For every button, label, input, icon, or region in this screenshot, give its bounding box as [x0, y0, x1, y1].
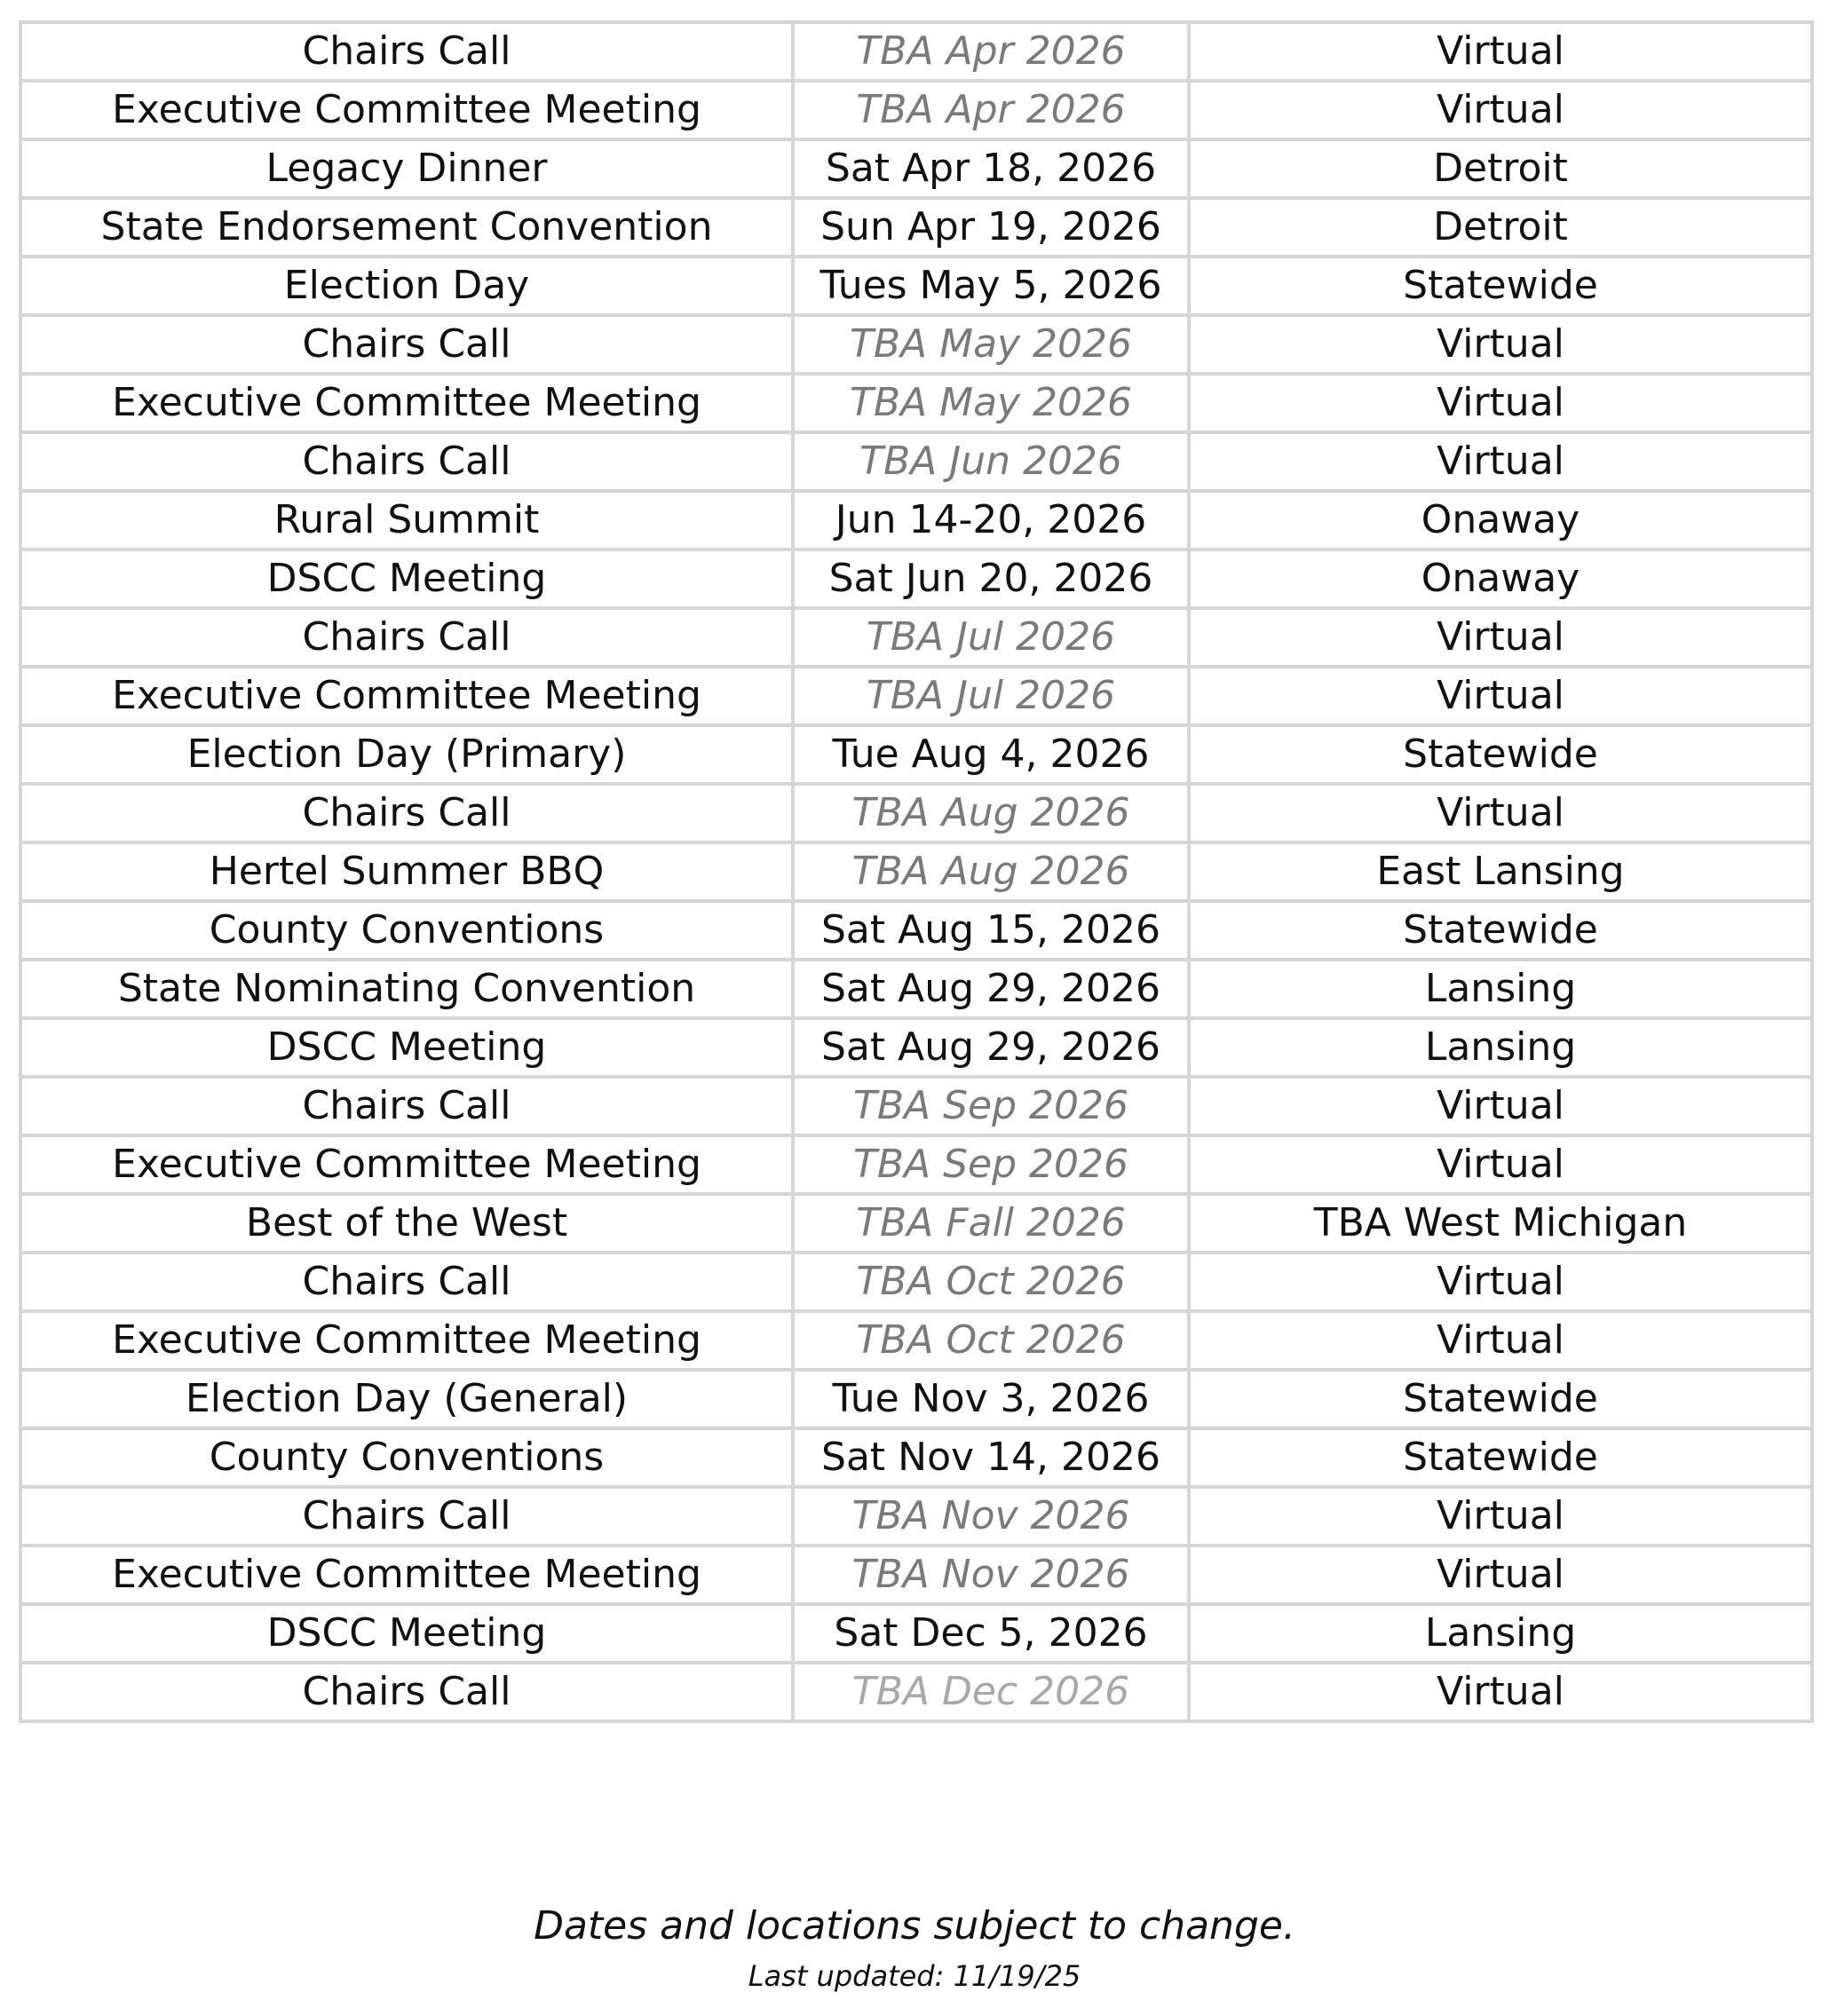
event-date-cell: Sat Apr 18, 2026: [793, 139, 1189, 198]
event-name-cell: Chairs Call: [20, 1077, 793, 1135]
event-location-cell: Virtual: [1189, 1077, 1812, 1135]
event-name-cell: Legacy Dinner: [20, 139, 793, 198]
event-location-cell: Statewide: [1189, 1428, 1812, 1487]
event-date-cell: Sat Dec 5, 2026: [793, 1604, 1189, 1663]
event-location-cell: Onaway: [1189, 491, 1812, 549]
event-location-cell: Virtual: [1189, 315, 1812, 374]
table-row: [20, 667, 1812, 725]
event-date-cell: Sat Aug 29, 2026: [793, 960, 1189, 1018]
table-row: [20, 1370, 1812, 1428]
event-name-cell: State Nominating Convention: [20, 960, 793, 1018]
event-date-cell: Sat Aug 29, 2026: [793, 1018, 1189, 1077]
table-row: [20, 139, 1812, 198]
event-date-cell: TBA Fall 2026: [793, 1194, 1189, 1253]
table-row: [20, 608, 1812, 667]
event-location-cell: Virtual: [1189, 81, 1812, 139]
event-date-cell: TBA Nov 2026: [793, 1487, 1189, 1546]
event-location-cell: Virtual: [1189, 374, 1812, 432]
event-name-cell: Executive Committee Meeting: [20, 1135, 793, 1194]
event-date-cell: TBA Oct 2026: [793, 1311, 1189, 1370]
event-date-cell: TBA Aug 2026: [793, 784, 1189, 842]
event-location-cell: Virtual: [1189, 1663, 1812, 1721]
event-name-cell: Chairs Call: [20, 1253, 793, 1311]
event-date-cell: TBA Apr 2026: [793, 81, 1189, 139]
event-location-cell: TBA West Michigan: [1189, 1194, 1812, 1253]
table-row: [20, 374, 1812, 432]
schedule-table: [19, 20, 1814, 1723]
table-row: [20, 1487, 1812, 1546]
table-row: [20, 1604, 1812, 1663]
event-date-cell: TBA Jul 2026: [793, 608, 1189, 667]
event-date-cell: TBA May 2026: [793, 315, 1189, 374]
event-name-cell: Hertel Summer BBQ: [20, 842, 793, 901]
event-date-cell: TBA Apr 2026: [793, 22, 1189, 81]
event-location-cell: Virtual: [1189, 1487, 1812, 1546]
schedule-table-body: [20, 22, 1812, 1721]
event-location-cell: Virtual: [1189, 1311, 1812, 1370]
event-location-cell: Virtual: [1189, 1253, 1812, 1311]
event-location-cell: Virtual: [1189, 608, 1812, 667]
event-name-cell: Election Day (General): [20, 1370, 793, 1428]
event-name-cell: Chairs Call: [20, 608, 793, 667]
last-updated-note: Last updated: 11/19/25: [748, 1959, 1081, 1993]
event-name-cell: DSCC Meeting: [20, 549, 793, 608]
event-name-cell: Chairs Call: [20, 22, 793, 81]
table-row: [20, 1018, 1812, 1077]
event-name-cell: Best of the West: [20, 1194, 793, 1253]
event-date-cell: Jun 14-20, 2026: [793, 491, 1189, 549]
table-row: [20, 22, 1812, 81]
table-row: [20, 81, 1812, 139]
event-date-cell: TBA Oct 2026: [793, 1253, 1189, 1311]
event-name-cell: State Endorsement Convention: [20, 198, 793, 257]
event-date-cell: Sat Jun 20, 2026: [793, 549, 1189, 608]
event-name-cell: County Conventions: [20, 901, 793, 960]
table-row: [20, 1253, 1812, 1311]
table-row: [20, 1428, 1812, 1487]
event-location-cell: Statewide: [1189, 257, 1812, 315]
event-date-cell: Sun Apr 19, 2026: [793, 198, 1189, 257]
event-name-cell: Executive Committee Meeting: [20, 1546, 793, 1604]
event-location-cell: Virtual: [1189, 667, 1812, 725]
event-date-cell: TBA Jun 2026: [793, 432, 1189, 491]
event-name-cell: Chairs Call: [20, 784, 793, 842]
event-date-cell: Sat Nov 14, 2026: [793, 1428, 1189, 1487]
table-row: [20, 1663, 1812, 1721]
table-row: [20, 784, 1812, 842]
event-location-cell: Virtual: [1189, 1135, 1812, 1194]
event-name-cell: DSCC Meeting: [20, 1018, 793, 1077]
table-row: [20, 1135, 1812, 1194]
event-location-cell: Virtual: [1189, 432, 1812, 491]
event-location-cell: Virtual: [1189, 1546, 1812, 1604]
event-location-cell: Detroit: [1189, 198, 1812, 257]
event-date-cell: TBA Jul 2026: [793, 667, 1189, 725]
table-row: [20, 549, 1812, 608]
event-date-cell: Tues May 5, 2026: [793, 257, 1189, 315]
event-location-cell: Onaway: [1189, 549, 1812, 608]
event-date-cell: Sat Aug 15, 2026: [793, 901, 1189, 960]
table-row: [20, 315, 1812, 374]
event-date-cell: Tue Aug 4, 2026: [793, 725, 1189, 784]
event-name-cell: Executive Committee Meeting: [20, 667, 793, 725]
event-location-cell: Virtual: [1189, 22, 1812, 81]
event-name-cell: County Conventions: [20, 1428, 793, 1487]
table-row: [20, 257, 1812, 315]
event-date-cell: TBA Sep 2026: [793, 1077, 1189, 1135]
table-row: [20, 842, 1812, 901]
event-location-cell: Lansing: [1189, 960, 1812, 1018]
event-date-cell: TBA Nov 2026: [793, 1546, 1189, 1604]
event-name-cell: Chairs Call: [20, 432, 793, 491]
table-row: [20, 1311, 1812, 1370]
table-row: [20, 1194, 1812, 1253]
table-row: [20, 1546, 1812, 1604]
event-location-cell: Statewide: [1189, 901, 1812, 960]
event-name-cell: Executive Committee Meeting: [20, 81, 793, 139]
event-name-cell: Election Day: [20, 257, 793, 315]
event-name-cell: Rural Summit: [20, 491, 793, 549]
table-row: [20, 960, 1812, 1018]
table-row: [20, 725, 1812, 784]
event-location-cell: Statewide: [1189, 725, 1812, 784]
event-location-cell: Detroit: [1189, 139, 1812, 198]
table-row: [20, 432, 1812, 491]
event-date-cell: TBA Aug 2026: [793, 842, 1189, 901]
event-date-cell: TBA Sep 2026: [793, 1135, 1189, 1194]
event-location-cell: Statewide: [1189, 1370, 1812, 1428]
event-name-cell: Chairs Call: [20, 315, 793, 374]
table-row: [20, 491, 1812, 549]
event-name-cell: DSCC Meeting: [20, 1604, 793, 1663]
table-row: [20, 198, 1812, 257]
event-location-cell: Virtual: [1189, 784, 1812, 842]
event-name-cell: Chairs Call: [20, 1487, 793, 1546]
table-row: [20, 1077, 1812, 1135]
event-name-cell: Executive Committee Meeting: [20, 1311, 793, 1370]
disclaimer-note: Dates and locations subject to change.: [534, 1903, 1295, 1949]
event-location-cell: East Lansing: [1189, 842, 1812, 901]
event-location-cell: Lansing: [1189, 1018, 1812, 1077]
table-row: [20, 901, 1812, 960]
event-date-cell: TBA May 2026: [793, 374, 1189, 432]
event-date-cell: TBA Dec 2026: [793, 1663, 1189, 1721]
event-name-cell: Election Day (Primary): [20, 725, 793, 784]
event-date-cell: Tue Nov 3, 2026: [793, 1370, 1189, 1428]
event-name-cell: Executive Committee Meeting: [20, 374, 793, 432]
event-location-cell: Lansing: [1189, 1604, 1812, 1663]
event-name-cell: Chairs Call: [20, 1663, 793, 1721]
